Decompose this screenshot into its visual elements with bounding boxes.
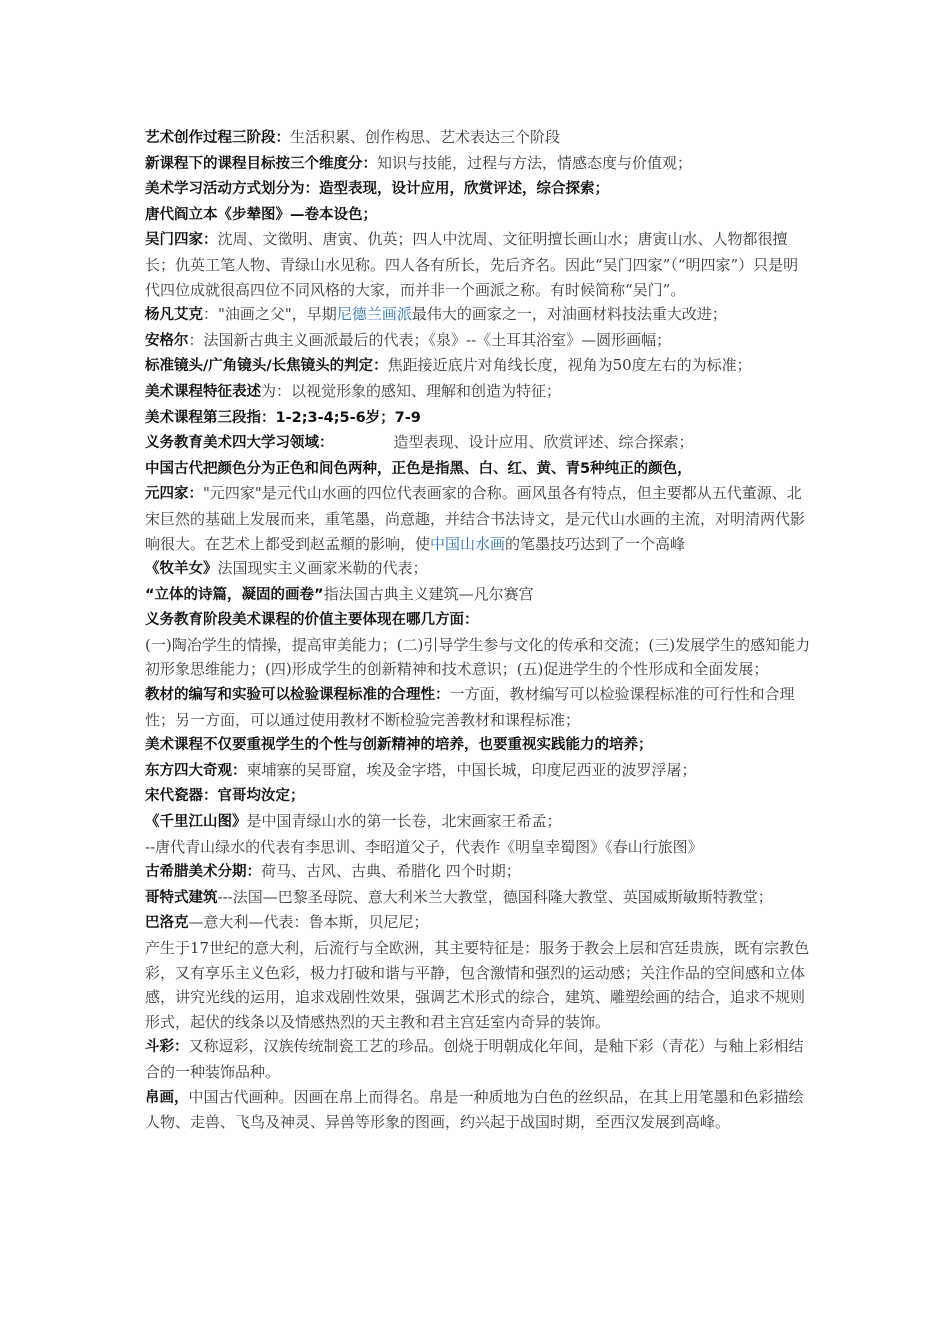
link-netherlandish-school[interactable]: 尼德兰画派 <box>336 305 412 324</box>
document-body <box>145 125 813 1135</box>
para-van-eyck: 杨凡艾克："油画之父"，早期尼德兰画派最伟大的画家之一，对油画材料技法重大改进； <box>145 305 727 324</box>
para-silk-painting: 帛画，中国古代画种。因画在帛上而得名。帛是一种质地为白色的丝织品，在其上用笔墨和色彩描绘人物、走兽、飞鸟及神灵、异兽等形象的图画，约兴起于战国时期，至西汉发展到高峰。 <box>145 1087 804 1132</box>
para-creation-stages: 艺术创作过程三阶段：生活积累、创作构思、艺术表达三个阶段 <box>145 128 561 146</box>
para-textbook: 教材的编写和实验可以检验课程标准的合理性：一方面，教材编写可以检验课程标准的可行性和合理性；另一方面，可以通过使用教材不断检验完善教材和课程标准； <box>145 685 795 729</box>
para-course-value-heading: 义务教育阶段美术课程的价值主要体现在哪几方面： <box>145 612 479 629</box>
para-ingres: 安格尔：法国新古典主义画派最后的代表；《泉》--《土耳其浴室》—圆形画幅； <box>145 330 672 349</box>
para-course-goals: 新课程下的课程目标按三个维度分：知识与技能，过程与方法，情感态度与价值观； <box>145 153 693 172</box>
para-course-features: 美术课程特征表述为：以视觉形象的感知、理解和创造为特征； <box>145 381 562 400</box>
link-chinese-landscape[interactable]: 中国山水画 <box>430 534 506 553</box>
para-song-porcelain: 宋代瓷器：官哥均汝定； <box>145 788 305 805</box>
para-course-value-list: (一)陶冶学生的情操，提高审美能力；(二)引导学生参与文化的传承和交流；(三)发展学生的感知能力初形象思维能力；(四)形成学生的创新精神和技术意识；(五)促进学生的个性形成和全面发展； <box>145 635 811 679</box>
para-doucai: 斗彩：又称逗彩，汉族传统制瓷工艺的珍品。创烧于明朝成化年间，是釉下彩（青花）与釉上彩相结合的一种装饰品种。 <box>145 1037 804 1081</box>
para-qianli-jiangshan: 《千里江山图》是中国青绿山水的第一长卷，北宋画家王希孟； <box>145 812 562 831</box>
para-yuan-sijia: 元四家："元四家"是元代山水画的四位代表画家的合称。画风虽各有特点，但主要都从五代董源、北宋巨然的基础上发展而来，重笔墨，尚意趣，并结合书法诗文，是元代山水画的主流，对明清两代影响很大。在艺术上都受到赵孟頫的影响，使中国山水画的笔墨技巧达到了一个高峰 <box>145 484 806 553</box>
para-baroque: 巴洛克—意大利—代表：鲁本斯，贝尼尼； <box>145 913 429 932</box>
para-learning-activities: 美术学习活动方式划分为：造型表现，设计应用，欣赏评述，综合探索； <box>145 181 609 198</box>
para-gothic: 哥特式建筑---法国—巴黎圣母院、意大利米兰大教堂，德国科隆大教堂、英国威斯敏斯特教堂； <box>145 887 773 906</box>
para-four-wonders: 东方四大奇观：柬埔寨的吴哥窟，埃及金字塔，中国长城，印度尼西亚的波罗浮屠； <box>145 760 697 779</box>
para-tang-landscape: --唐代青山绿水的代表有李思训、李昭道父子，代表作《明皇幸蜀图》《春山行旅图》 <box>145 837 703 856</box>
para-four-domains: 义务教育美术四大学习领域： 造型表现、设计应用、欣赏评述、综合探索； <box>145 433 694 452</box>
para-baroque-features: 产生于17世纪的意大利，后流行与全欧洲，其主要特征是：服务于教会上层和宫廷贵族，既有宗教色彩，又有享乐主义色彩，极力打破和谐与平静，包含激情和强烈的运动感；关注作品的空间感和立体感，讲究光线的运用，追求戏剧性效果，强调艺术形式的综合，建筑、雕塑绘画的结合，追求不规则形式，起伏的线条以及情感热烈的天主教和君主宫廷室内奇异的装饰。 <box>145 939 810 1031</box>
para-bunian-tu: 唐代阎立本《步辇图》—卷本设色； <box>145 206 377 223</box>
para-shepherdess: 《牧羊女》法国现实主义画家米勒的代表； <box>145 559 428 578</box>
para-wumen-sijia: 吴门四家：沈周、文徵明、唐寅、仇英；四人中沈周、文征明擅长画山水；唐寅山水、人物都很擅长；仇英工笔人物、青绿山水见称。四人各有所长，先后齐名。因此“吴门四家”（“明四家”）只是明代四位成就很高四位不同风格的大家，而并非一个画派之称。有时候简称“吴门”。 <box>145 230 799 299</box>
para-greek-periods: 古希腊美术分期：荷马、古风、古典、希腊化 四个时期； <box>145 862 521 881</box>
para-lens-types: 标准镜头/广角镜头/长焦镜头的判定：焦距接近底片对角线长度，视角为50度左右的为标准； <box>145 356 752 375</box>
para-colors: 中国古代把颜色分为正色和间色两种，正色是指黑、白、红、黄、青5种纯正的颜色， <box>145 460 692 477</box>
para-versailles: “立体的诗篇，凝固的画卷”指法国古典主义建筑—凡尔赛宫 <box>145 584 534 603</box>
para-practice: 美术课程不仅要重视学生的个性与创新精神的培养，也要重视实践能力的培养； <box>145 737 653 754</box>
para-third-stage: 美术课程第三段指：1-2;3-4;5-6岁；7-9 <box>145 409 421 426</box>
